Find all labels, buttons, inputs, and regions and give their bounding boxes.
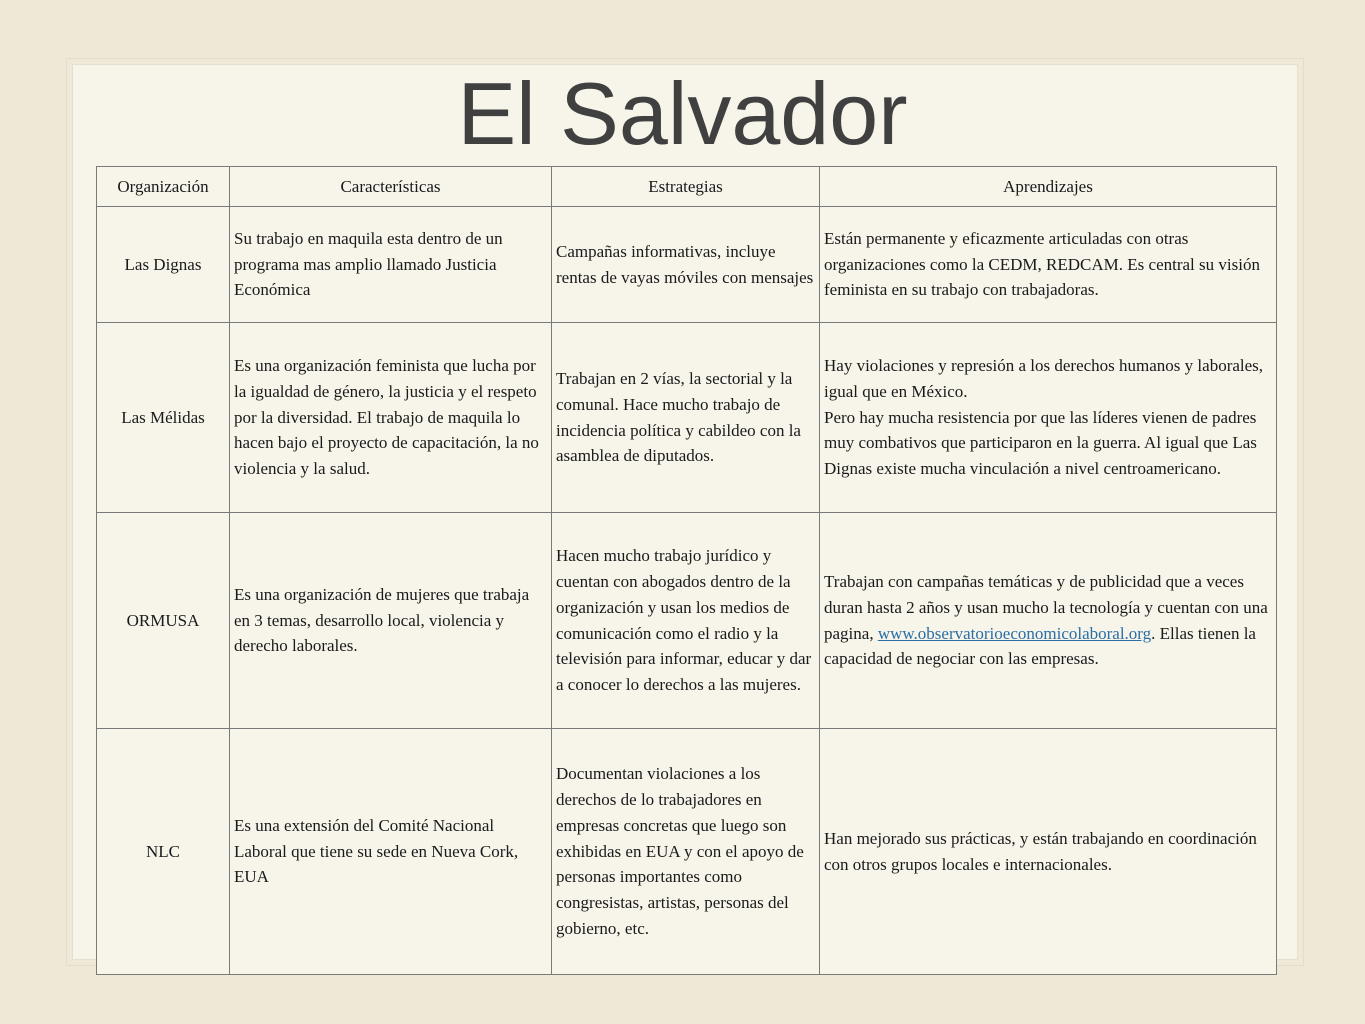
cell-caracteristicas: Es una organización feminista que lucha por la igualdad de género, la justicia y el respeto por la diversidad. El trabajo de maquila lo hacen bajo el proyecto de capacitación, la no violencia y la salud. (230, 323, 552, 513)
header-organizacion: Organización (97, 167, 230, 207)
header-aprendizajes: Aprendizajes (820, 167, 1277, 207)
cell-estrategias: Documentan violaciones a los derechos de lo trabajadores en empresas concretas que luego son exhibidas en EUA y con el apoyo de personas importantes como congresistas, artistas, personas del gobierno, etc. (552, 729, 820, 975)
aprendizajes-text-after-link: . Ellas tienen la capacidad de negociar con las empresas. (824, 623, 1256, 669)
table-row (97, 207, 1277, 323)
observatorio-link[interactable]: www.observatorioeconomicolaboral.org (877, 623, 1152, 643)
cell-caracteristicas: Es una organización de mujeres que trabaja en 3 temas, desarrollo local, violencia y derecho laborales. (230, 513, 552, 729)
slide-title: El Salvador (457, 64, 908, 163)
header-estrategias: Estrategias (552, 167, 820, 207)
cell-organizacion: NLC (97, 729, 230, 975)
cell-aprendizajes (820, 323, 1277, 513)
cell-aprendizajes: Han mejorado sus prácticas, y están trabajando en coordinación con otros grupos locales e internacionales. (820, 729, 1277, 975)
cell-aprendizajes (820, 513, 1277, 729)
cell-aprendizajes: Están permanente y eficazmente articuladas con otras organizaciones como la CEDM, REDCAM. Es central su visión feminista en su trabajo con trabajadoras. (820, 207, 1277, 323)
cell-caracteristicas: Es una extensión del Comité Nacional Laboral que tiene su sede en Nueva Cork, EUA (230, 729, 552, 975)
cell-caracteristicas: Su trabajo en maquila esta dentro de un programa mas amplio llamado Justicia Económica (230, 207, 552, 323)
aprendizajes-text-before-link: Trabajan con campañas temáticas y de publicidad que a veces duran hasta 2 años y usan mucho la tecnología y cuentan con una pagina, (824, 571, 1268, 643)
header-caracteristicas: Características (230, 167, 552, 207)
cell-estrategias: Hacen mucho trabajo jurídico y cuentan con abogados dentro de la organización y usan los medios de comunicación como el radio y la televisión para informar, educar y dar a conocer lo derechos a las mujeres. (552, 513, 820, 729)
organizations-table (96, 166, 1277, 975)
table-header-row (97, 167, 1277, 207)
table-row (97, 729, 1277, 975)
cell-estrategias: Campañas informativas, incluye rentas de vayas móviles con mensajes (552, 207, 820, 323)
aprendizajes-paragraph-2: Pero hay mucha resistencia por que las líderes vienen de padres muy combativos que participaron en la guerra. Al igual que Las Dignas existe mucha vinculación a nivel centroamericano. (824, 407, 1257, 479)
cell-organizacion: ORMUSA (97, 513, 230, 729)
cell-organizacion: Las Mélidas (97, 323, 230, 513)
cell-estrategias: Trabajan en 2 vías, la sectorial y la comunal. Hace mucho trabajo de incidencia política y cabildeo con la asamblea de diputados. (552, 323, 820, 513)
table-row (97, 513, 1277, 729)
table-row (97, 323, 1277, 513)
cell-organizacion: Las Dignas (97, 207, 230, 323)
aprendizajes-paragraph-1: Hay violaciones y represión a los derechos humanos y laborales, igual que en México. (824, 356, 1264, 401)
